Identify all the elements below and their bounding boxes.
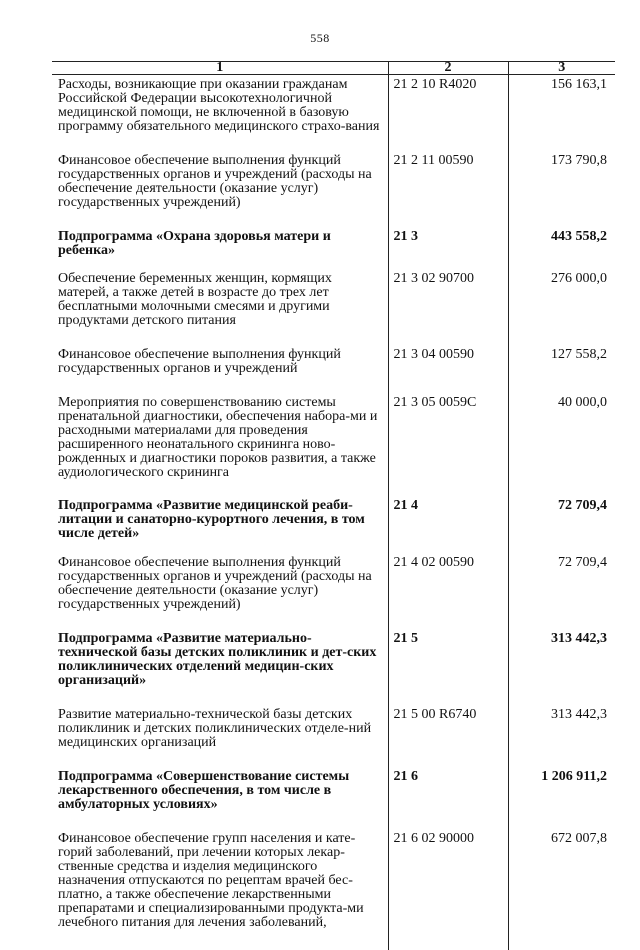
row-name: Расходы, возникающие при оказании гражданам Российской Федерации высокотехнологичной медицинской помощи, не включенной в базовую программу обязательного медицинского страхо-вания bbox=[52, 75, 388, 155]
row-name: Финансовое обеспечение выполнения функций государственных органов и учреждений bbox=[52, 348, 388, 396]
row-name: Подпрограмма «Развитие медицинской реаби-литации и санаторно-курортного лечения, в том числе детей» bbox=[52, 499, 388, 556]
row-code: 21 6 02 90000 bbox=[388, 832, 508, 950]
column-header-2: 2 bbox=[388, 62, 508, 75]
row-name: Финансовое обеспечение групп населения и кате-горий заболеваний, при лечении которых лекар-ственные средства и изделия медицинского назначения отпускаются по рецептам врачей бес-платно, а также обеспечение лекарственными препаратами и специализированными продукта-ми лечебного питания для лечения заболеваний, bbox=[52, 832, 388, 950]
subprogram-row bbox=[52, 632, 615, 708]
table-row bbox=[52, 708, 615, 770]
row-amount: 1 206 911,2 bbox=[508, 770, 615, 832]
row-amount: 72 709,4 bbox=[508, 499, 615, 556]
row-amount: 156 163,1 bbox=[508, 75, 615, 155]
row-amount: 313 442,3 bbox=[508, 708, 615, 770]
row-code: 21 4 bbox=[388, 499, 508, 556]
row-code: 21 4 02 00590 bbox=[388, 556, 508, 632]
row-code: 21 5 bbox=[388, 632, 508, 708]
row-amount: 672 007,8 bbox=[508, 832, 615, 950]
page-number: 558 bbox=[0, 31, 640, 46]
row-code: 21 3 05 0059С bbox=[388, 396, 508, 499]
row-amount: 173 790,8 bbox=[508, 154, 615, 230]
subprogram-row bbox=[52, 230, 615, 272]
subprogram-row bbox=[52, 499, 615, 556]
row-name: Финансовое обеспечение выполнения функций государственных органов и учреждений (расходы на обеспечение деятельности (оказание услуг) государственных учреждений) bbox=[52, 154, 388, 230]
row-code: 21 6 bbox=[388, 770, 508, 832]
column-header-3: 3 bbox=[508, 62, 615, 75]
row-name: Подпрограмма «Развитие материально-технической базы детских поликлиник и дет-ских поликлинических отделений медицин-ских организаций» bbox=[52, 632, 388, 708]
row-code: 21 3 bbox=[388, 230, 508, 272]
row-name: Мероприятия по совершенствованию системы пренатальной диагностики, обеспечения набора-ми и расходными материалами для проведения расширенного неонатального скрининга ново-рожденных и диагностики пороков развития, а также аудиологического скрининга bbox=[52, 396, 388, 499]
table-row bbox=[52, 75, 615, 155]
row-amount: 127 558,2 bbox=[508, 348, 615, 396]
row-name: Подпрограмма «Охрана здоровья матери и ребенка» bbox=[52, 230, 388, 272]
row-amount: 276 000,0 bbox=[508, 272, 615, 348]
table-row bbox=[52, 556, 615, 632]
row-code: 21 5 00 R6740 bbox=[388, 708, 508, 770]
table-body bbox=[52, 75, 615, 950]
row-code: 21 3 04 00590 bbox=[388, 348, 508, 396]
row-name: Обеспечение беременных женщин, кормящих матерей, а также детей в возрасте до трех лет бесплатными молочными смесями и другими продуктами детского питания bbox=[52, 272, 388, 348]
row-amount: 313 442,3 bbox=[508, 632, 615, 708]
table-row bbox=[52, 832, 615, 950]
table-row bbox=[52, 348, 615, 396]
budget-table bbox=[52, 61, 615, 950]
row-code: 21 2 10 R4020 bbox=[388, 75, 508, 155]
subprogram-row bbox=[52, 770, 615, 832]
row-name: Подпрограмма «Совершенствование системы лекарственного обеспечения, в том числе в амбулаторных условиях» bbox=[52, 770, 388, 832]
row-amount: 72 709,4 bbox=[508, 556, 615, 632]
row-code: 21 3 02 90700 bbox=[388, 272, 508, 348]
row-name: Финансовое обеспечение выполнения функций государственных органов и учреждений (расходы на обеспечение деятельности (оказание услуг) государственных учреждений) bbox=[52, 556, 388, 632]
row-amount: 40 000,0 bbox=[508, 396, 615, 499]
column-header-1: 1 bbox=[52, 62, 388, 75]
table-row bbox=[52, 272, 615, 348]
row-amount: 443 558,2 bbox=[508, 230, 615, 272]
row-name: Развитие материально-технической базы детских поликлиник и детских поликлинических отделе-ний медицинских организаций bbox=[52, 708, 388, 770]
table-row bbox=[52, 154, 615, 230]
table-row bbox=[52, 396, 615, 499]
row-code: 21 2 11 00590 bbox=[388, 154, 508, 230]
table-header-row bbox=[52, 62, 615, 75]
